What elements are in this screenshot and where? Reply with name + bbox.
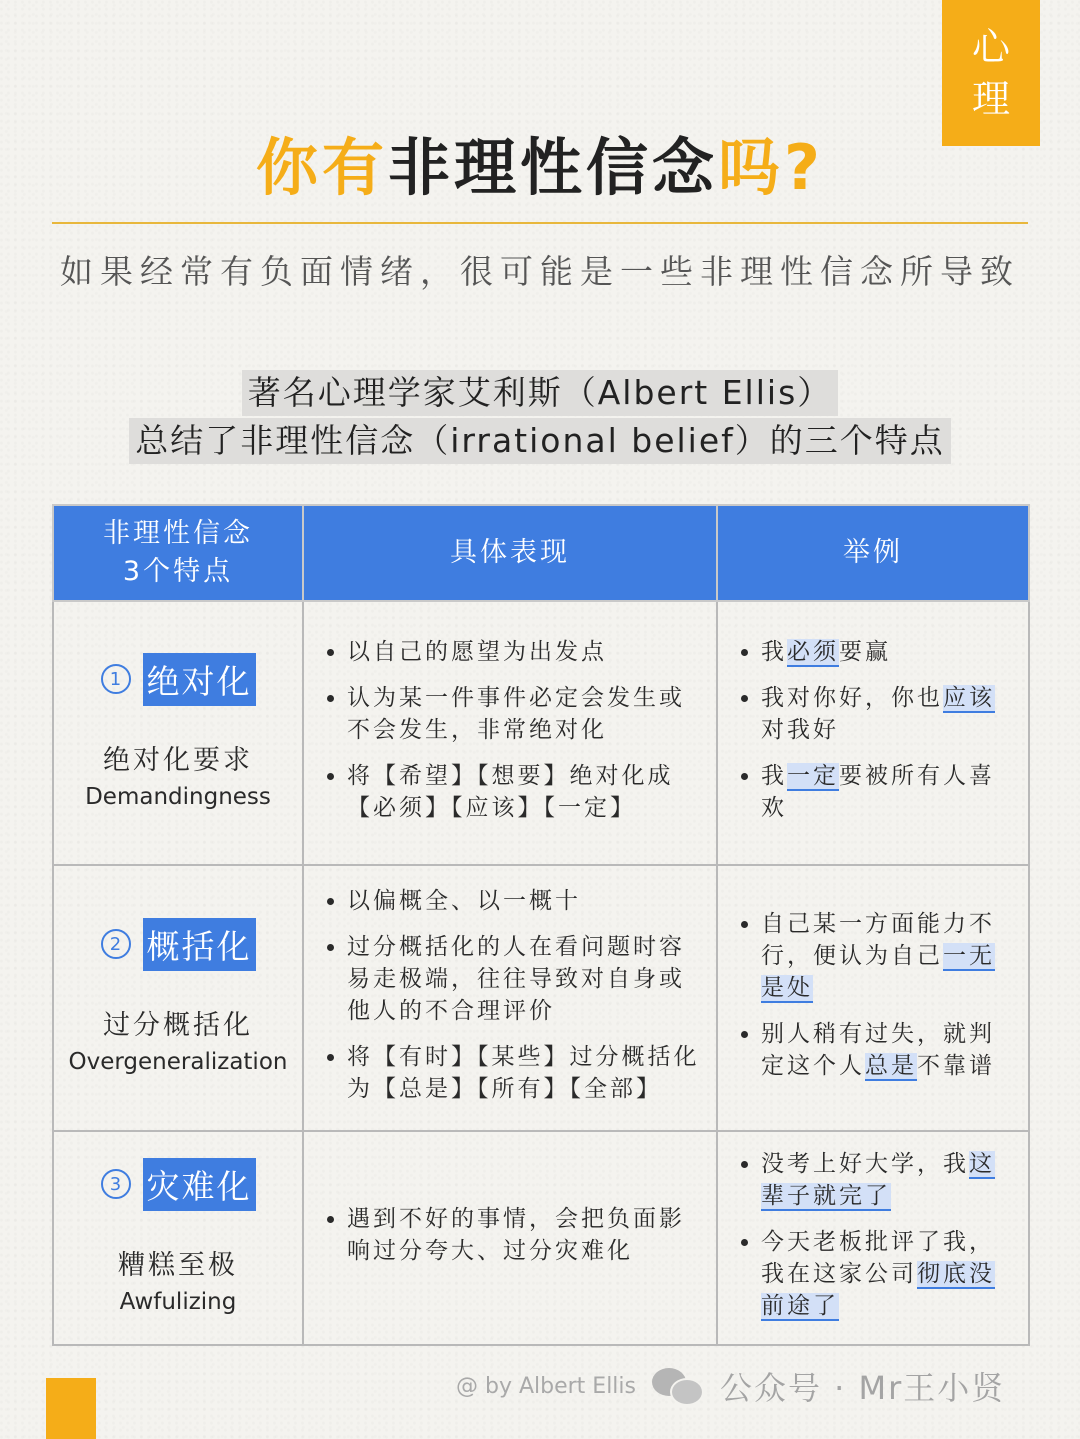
- list-item: [761, 1226, 1017, 1322]
- example-highlight: 应该: [943, 685, 995, 711]
- example-highlight: 总是: [865, 1053, 917, 1079]
- table-header-row: [53, 505, 1029, 601]
- examples-list: [719, 1148, 1027, 1322]
- list-item: [761, 1018, 1017, 1082]
- subtitle: 如果经常有负面情绪，很可能是一些非理性信念所导致: [60, 252, 1020, 291]
- header-examples: 举例: [717, 505, 1029, 601]
- intro-line2: 总结了非理性信念（irrational belief）的三个特点: [129, 418, 951, 464]
- example-text: 今天老板批评了我，我在这家公司: [761, 1229, 995, 1287]
- list-item: • 遇到不好的事情，会把负面影响过分夸大、过分灾难化: [347, 1203, 705, 1267]
- trait-name: 绝对化: [143, 653, 256, 706]
- examples-list: [719, 908, 1027, 1082]
- credit-text: @ by Albert Ellis: [456, 1373, 636, 1399]
- trait-en-label: Overgeneralization: [68, 1048, 288, 1075]
- wechat-icon: [652, 1366, 704, 1406]
- list-item: • 以自己的愿望为出发点: [347, 636, 705, 668]
- list-item: • 以偏概全、以一概十: [347, 885, 705, 917]
- manifestation-list: [305, 885, 715, 1105]
- example-highlight: 这辈子就完了: [761, 1151, 995, 1209]
- trait-cn-label: 绝对化要求: [103, 744, 253, 776]
- list-item: [761, 1148, 1017, 1212]
- trait-cn-label: 糟糕至极: [118, 1249, 238, 1281]
- example-text: 我: [761, 639, 787, 665]
- example-text: 要赢: [839, 639, 891, 665]
- example-text: 没考上好大学，我: [761, 1151, 969, 1177]
- example-text: 别人稍有过失，就判定这个人: [761, 1021, 995, 1079]
- example-text: 不靠谱: [917, 1053, 995, 1079]
- list-item: • 过分概括化的人在看问题时容易走极端，往往导致对自身或他人的不合理评价: [347, 931, 705, 1027]
- example-highlight: 一无是处: [761, 943, 995, 1001]
- trait-heading: [55, 653, 301, 706]
- header-traits: [53, 505, 303, 601]
- list-item: • 认为某一件事件必定会发生或不会发生，非常绝对化: [347, 682, 705, 746]
- list-item: [761, 760, 1017, 824]
- category-tag-line1: 心: [971, 25, 1010, 69]
- list-item: [761, 636, 1017, 668]
- footer: [456, 1364, 1005, 1408]
- example-text: 我: [761, 763, 787, 789]
- traits-table: [52, 504, 1030, 1346]
- header-traits-line2: 3个特点: [122, 556, 234, 587]
- manifestation-cell: [303, 601, 717, 865]
- trait-en-label: Awfulizing: [119, 1288, 237, 1315]
- list-item: [761, 908, 1017, 1004]
- account-name: 公众号 · Mr王小贤: [720, 1369, 1006, 1407]
- examples-cell: [717, 865, 1029, 1131]
- trait-cell: [53, 1131, 303, 1345]
- number-badge: 1: [101, 664, 131, 694]
- example-text: 要被所有人喜欢: [761, 763, 995, 821]
- title-part1: 你有: [256, 131, 389, 204]
- list-item: [761, 682, 1017, 746]
- examples-list: [719, 636, 1027, 824]
- example-highlight: 一定: [787, 763, 839, 789]
- examples-cell: [717, 1131, 1029, 1345]
- example-highlight: 彻底没前途了: [761, 1261, 995, 1319]
- example-text: 我对你好，你也: [761, 685, 943, 711]
- intro-block: [0, 370, 1080, 466]
- category-tag-line2: 理: [971, 77, 1010, 121]
- list-item: • 将【希望】【想要】绝对化成【必须】【应该】【一定】: [347, 760, 705, 824]
- table-row: [53, 1131, 1029, 1345]
- manifestation-list: [305, 1203, 715, 1267]
- example-text: 对我好: [761, 717, 839, 743]
- trait-cell: [53, 865, 303, 1131]
- trait-name: 概括化: [143, 918, 256, 971]
- title-part2: 非理性信念: [388, 131, 719, 204]
- trait-heading: [55, 918, 301, 971]
- title-divider: [52, 222, 1028, 224]
- intro-line1: 著名心理学家艾利斯（Albert Ellis）: [242, 370, 839, 416]
- page-title: [0, 118, 1080, 207]
- examples-cell: [717, 601, 1029, 865]
- trait-name: 灾难化: [143, 1158, 256, 1211]
- manifestation-cell: [303, 1131, 717, 1345]
- trait-cell: [53, 601, 303, 865]
- list-item: • 将【有时】【某些】过分概括化为【总是】【所有】【全部】: [347, 1041, 705, 1105]
- table-row: [53, 865, 1029, 1131]
- manifestation-list: [305, 636, 715, 824]
- number-badge: 3: [101, 1169, 131, 1199]
- header-manifestation: 具体表现: [303, 505, 717, 601]
- example-text: 自己某一方面能力不行，便认为自己: [761, 911, 995, 969]
- example-highlight: 必须: [787, 639, 839, 665]
- trait-cn-label: 过分概括化: [103, 1009, 253, 1041]
- trait-en-label: Demandingness: [85, 783, 271, 810]
- footer-accent-block: [46, 1378, 96, 1439]
- title-part3: 吗?: [718, 131, 824, 204]
- table-row: [53, 601, 1029, 865]
- number-badge: 2: [101, 929, 131, 959]
- trait-heading: [55, 1158, 301, 1211]
- header-traits-line1: 非理性信念: [103, 518, 253, 549]
- manifestation-cell: [303, 865, 717, 1131]
